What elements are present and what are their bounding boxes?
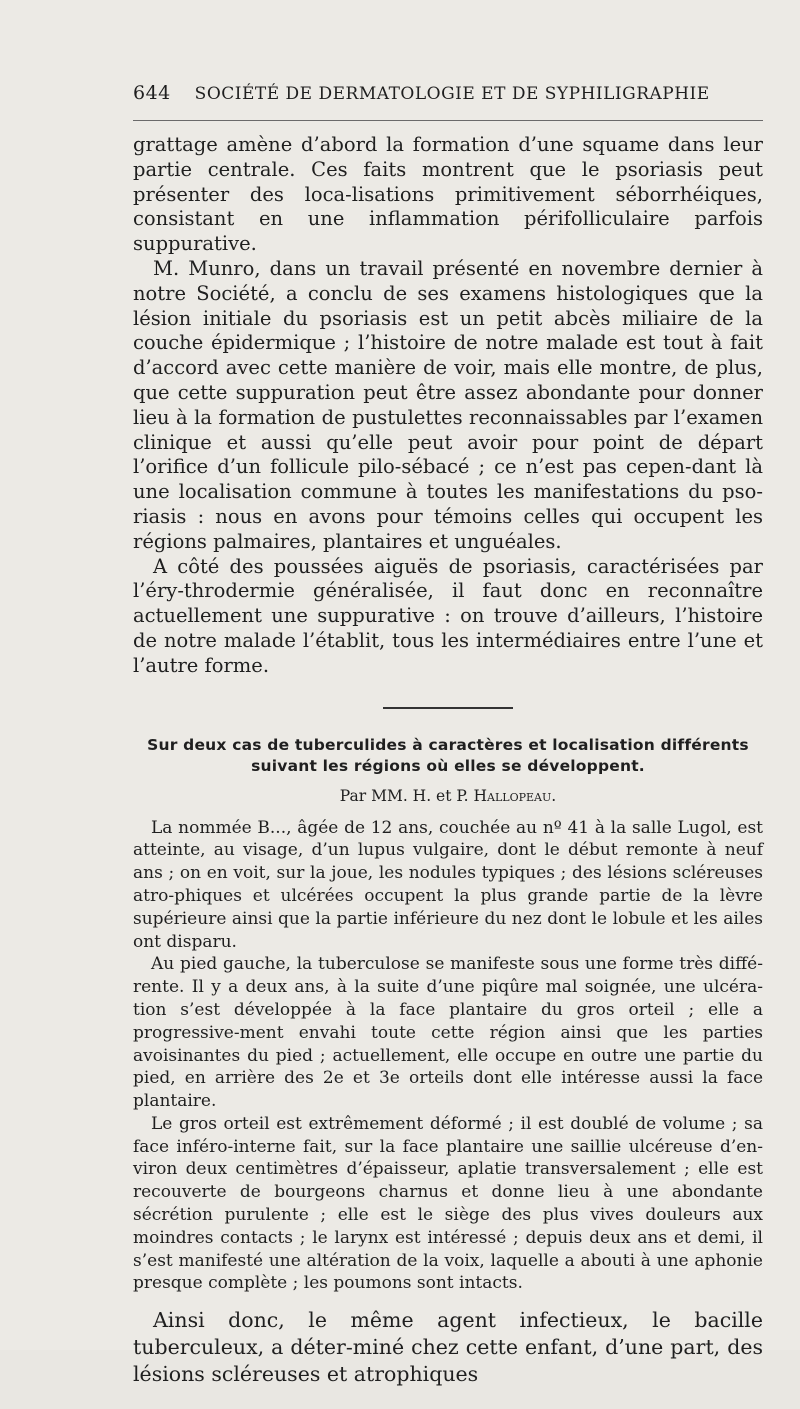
paragraph: A côté des poussées aiguës de psoriasis, caractérisées par l’éry-throdermie généralisée, il faut donc en reconnaître actuellement une suppurative : on trouve d’ailleurs, l’histoire de notre malade l’établit, tous les intermédiaires entre l’une et l’autre forme. [133,554,763,677]
paragraph: Le gros orteil est extrêmement déformé ; il est doublé de volume ; sa face inféro-interne fait, sur la face plantaire une saillie ulcéreuse d’en-viron deux centimètres d’épaisseur, aplatie transversalement ; elle est recouverte de bourgeons charnus et donne lieu à une abondante sécrétion purulente ; elle est le siège des plus vives douleurs aux moindres contacts ; le larynx est intéressé ; depuis deux ans et demi, il s’est manifesté une altération de la voix, laquelle a abouti à une aphonie presque complète ; les poumons sont intacts. [133,1113,763,1294]
running-header [133,82,763,104]
paragraph: Au pied gauche, la tuberculose se manifeste sous une forme très diffé-rente. Il y a deux ans, à la suite d’une piqûre mal soignée, une ulcéra-tion s’est développée à la face plantaire du gros orteil ; elle a progressive-ment envahi toute cette région ainsi que les parties avoisinantes du pied ; actuellement, elle occupe en outre une partie du pied, en arrière des 2e et 3e orteils dont elle intéresse aussi la face plantaire. [133,954,763,1112]
paragraph: M. Munro, dans un travail présenté en novembre dernier à notre Société, a conclu de ses examens histologiques que la lésion initiale du psoriasis est un petit abcès miliaire de la couche épidermique ; l’histoire de notre malade est tout à fait d’accord avec cette manière de voir, mais elle montre, de plus, que cette suppuration peut être assez abondante pour donner lieu à la formation de pustulettes reconnaissables par l’examen clinique et aussi qu’elle peut avoir pour point de départ l’orifice d’un follicule pilo-sébacé ; ce n’est pas cepen-dant là une localisation commune à toutes les manifestations du pso-riasis : nous en avons pour témoins celles qui occupent les régions palmaires, plantaires et unguéales. [133,256,763,553]
article-title [133,735,763,777]
paragraph: grattage amène d’abord la formation d’une squame dans leur partie centrale. Ces faits montrent que le psoriasis peut présenter des loca-lisations primitivement séborrhéiques, consistant en une inflammation périfolliculaire parfois suppurative. [133,133,763,256]
paragraph: La nommée B..., âgée de 12 ans, couchée au nº 41 à la salle Lugol, est atteinte, au visage, d’un lupus vulgaire, dont le début remonte à neuf ans ; on en voit, sur la joue, les nodules typiques ; des lésions scléreuses atro-phiques et ulcérées occupent la plus grande partie de la lèvre supérieure ainsi que la partie inférieure du nez dont le lobule et les ailes ont disparu. [133,817,763,952]
article-title-line: Sur deux cas de tuberculides à caractères et localisation différents [147,735,749,754]
section-divider [383,707,513,709]
paragraph: Ainsi donc, le même agent infectieux, le bacille tuberculeux, a déter-miné chez cette enfant, d’une part, des lésions scléreuses et atrophiques [133,1308,763,1387]
byline-prefix: Par MM. H. et P. [339,786,474,805]
byline-author: Hallopeau. [473,786,557,805]
page-number: 644 [133,82,171,104]
header-rule [133,120,763,121]
running-title: SOCIÉTÉ DE DERMATOLOGIE ET DE SYPHILIGRAPHIE [194,84,710,104]
page-body [133,133,763,1409]
article-byline [133,787,763,805]
article-title-line: suivant les régions où elles se développent. [251,756,645,775]
